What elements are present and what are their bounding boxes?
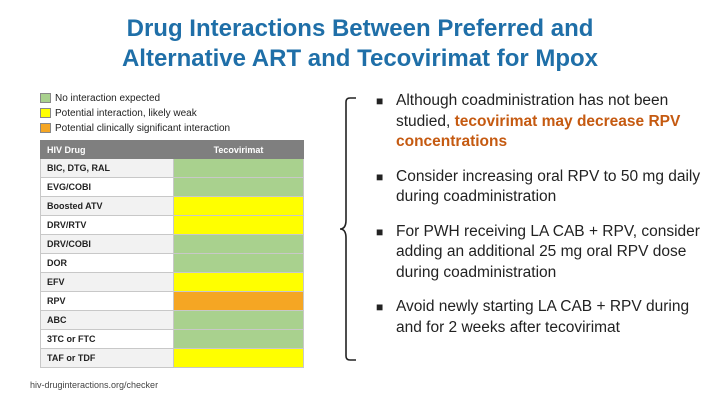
legend-item bbox=[40, 106, 230, 120]
source-citation: hiv-druginteractions.org/checker bbox=[30, 380, 159, 390]
interaction-color-cell bbox=[174, 311, 304, 330]
table-row bbox=[41, 273, 304, 292]
interaction-color-cell bbox=[174, 292, 304, 311]
legend-item bbox=[40, 121, 230, 135]
bullet-plain-text: Although coadministration has not been studied, bbox=[396, 92, 669, 130]
legend-label: Potential interaction, likely weak bbox=[55, 107, 197, 119]
header-hiv-drug: HIV Drug bbox=[41, 141, 174, 159]
interaction-table bbox=[40, 140, 304, 368]
table-row bbox=[41, 254, 304, 273]
legend-swatch bbox=[40, 108, 51, 118]
interaction-color-cell bbox=[174, 235, 304, 254]
bullet-text: For PWH receiving LA CAB + RPV, consider adding an additional 25 mg oral RPV dose during coadministration bbox=[396, 222, 700, 281]
title-line-2: Alternative ART and Tecovirimat for Mpox bbox=[121, 45, 599, 72]
legend-swatch bbox=[40, 123, 51, 133]
table-row bbox=[41, 197, 304, 216]
table-body bbox=[41, 159, 304, 368]
legend bbox=[40, 91, 230, 136]
curly-brace-icon bbox=[338, 96, 360, 362]
bullet-item bbox=[376, 167, 706, 208]
table-row bbox=[41, 216, 304, 235]
drug-name-cell: Boosted ATV bbox=[41, 197, 174, 216]
legend-label: Potential clinically significant interaction bbox=[55, 122, 231, 134]
drug-name-cell: DOR bbox=[41, 254, 174, 273]
table-row bbox=[41, 349, 304, 368]
legend-item bbox=[40, 91, 230, 105]
interaction-color-cell bbox=[174, 178, 304, 197]
bullet-item bbox=[376, 297, 706, 338]
bullet-square-icon: ■ bbox=[376, 169, 384, 184]
interaction-color-cell bbox=[174, 216, 304, 235]
bullet-highlight: tecovirimat may decrease RPV concentrations bbox=[396, 112, 681, 150]
bullet-text: Consider increasing oral RPV to 50 mg daily during coadministration bbox=[396, 167, 701, 205]
bullet-square-icon: ■ bbox=[376, 94, 384, 108]
table-row bbox=[41, 292, 304, 311]
interaction-color-cell bbox=[174, 349, 304, 368]
header-tecovirimat: Tecovirimat bbox=[174, 141, 304, 159]
drug-name-cell: ABC bbox=[41, 311, 174, 330]
table-row bbox=[41, 311, 304, 330]
bullet-list bbox=[376, 91, 706, 352]
legend-label: No interaction expected bbox=[55, 92, 161, 104]
bullet-item bbox=[376, 91, 706, 153]
slide-title bbox=[0, 14, 720, 74]
bullet-square-icon: ■ bbox=[376, 224, 384, 239]
drug-name-cell: DRV/COBI bbox=[41, 235, 174, 254]
drug-name-cell: 3TC or FTC bbox=[41, 330, 174, 349]
interaction-color-cell bbox=[174, 273, 304, 292]
drug-name-cell: RPV bbox=[41, 292, 174, 311]
table-row bbox=[41, 330, 304, 349]
bullet-item bbox=[376, 222, 706, 284]
drug-name-cell: EVG/COBI bbox=[41, 178, 174, 197]
drug-name-cell: DRV/RTV bbox=[41, 216, 174, 235]
table-row bbox=[41, 159, 304, 178]
bullet-text: Avoid newly starting LA CAB + RPV during and for 2 weeks after tecovirimat bbox=[396, 298, 690, 336]
drug-name-cell: TAF or TDF bbox=[41, 349, 174, 368]
table-row bbox=[41, 235, 304, 254]
interaction-color-cell bbox=[174, 159, 304, 178]
bullet-text bbox=[396, 91, 706, 153]
drug-name-cell: EFV bbox=[41, 273, 174, 292]
bullet-square-icon: ■ bbox=[376, 300, 384, 314]
legend-swatch bbox=[40, 93, 51, 103]
interaction-color-cell bbox=[174, 330, 304, 349]
interaction-color-cell bbox=[174, 254, 304, 273]
interaction-color-cell bbox=[174, 197, 304, 216]
table-header-row bbox=[41, 141, 304, 159]
table-row bbox=[41, 178, 304, 197]
drug-name-cell: BIC, DTG, RAL bbox=[41, 159, 174, 178]
title-line-1: Drug Interactions Between Preferred and bbox=[126, 15, 594, 42]
